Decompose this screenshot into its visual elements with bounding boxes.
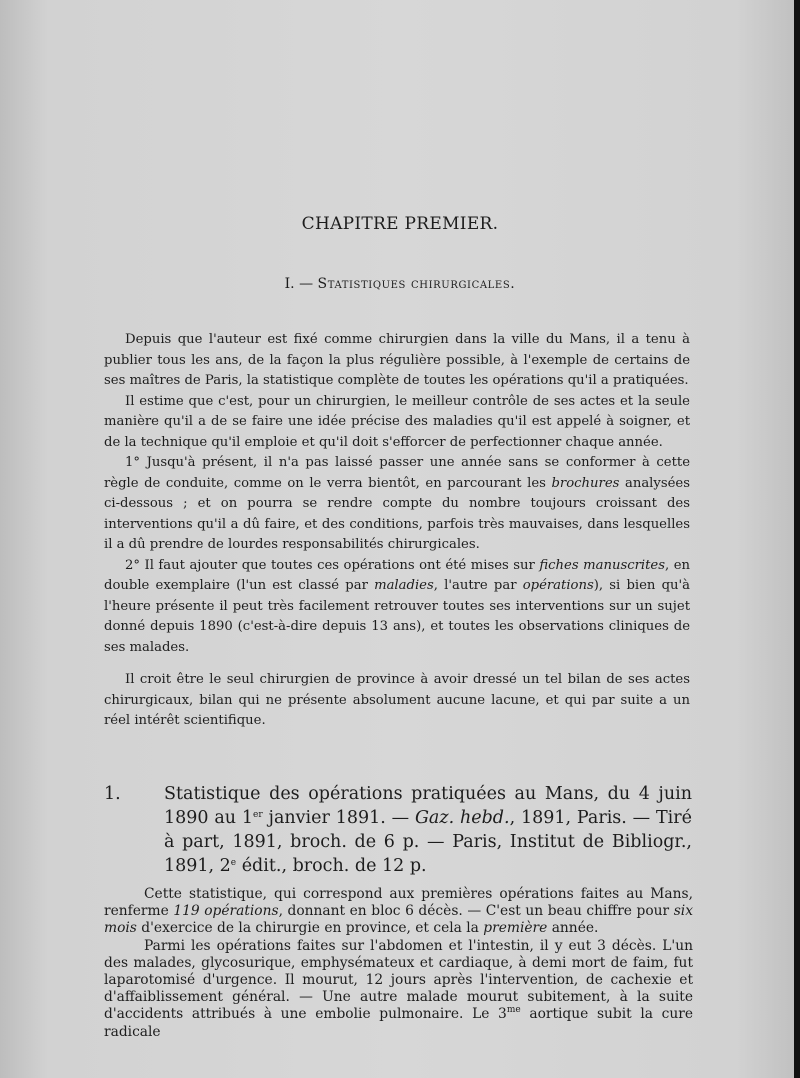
bibliography-entry bbox=[104, 782, 692, 878]
entry-reference: Statistique des opérations pratiquées au Mans, du 4 juin 1890 au 1er janvier 1891. — Gaz. hebd., 1891, Paris. — Tiré à part, 1891, broch. de 6 p. — Paris, Institut de Bibliogr., 1891, 2e édit., broch. de 12 p. bbox=[164, 784, 692, 876]
abstract-paragraph: Cette statistique, qui correspond aux premières opérations faites au Mans, renferme 119 opérations, donnant en bloc 6 décès. — C'est un beau chiffre pour six mois d'exercice de la chirurgie en province, et cela la première année. bbox=[104, 886, 693, 937]
paragraph: Depuis que l'auteur est fixé comme chirurgien dans la ville du Mans, il a tenu à publier tous les ans, de la façon la plus régulière possible, à l'exemple de certains de ses maîtres de Paris, la statistique complète de toutes les opérations qu'il a pratiquées. bbox=[104, 332, 690, 388]
entry-number: 1. bbox=[104, 784, 121, 804]
section-title: Statistiques chirurgicales. bbox=[317, 276, 516, 292]
paragraph-conclusion: Il croit être le seul chirurgien de province à avoir dressé un tel bilan de ses actes chirurgicaux, bilan qui ne présente absolument aucune lacune, et qui par suite a un réel intérêt scientifique. bbox=[104, 672, 690, 728]
paragraph-point-2: 2° Il faut ajouter que toutes ces opérations ont été mises sur fiches manuscrites, en double exemplaire (l'un est classé par maladies, l'autre par opérations), si bien qu'à l'heure présente il peut très facilement retrouver toutes ses interventions sur un sujet donné depuis 1890 (c'est-à-dire depuis 13 ans), et toutes les observations cliniques de ses malades. bbox=[104, 557, 691, 655]
abstract-paragraph: Parmi les opérations faites sur l'abdomen et l'intestin, il y eut 3 décès. L'un des malades, glycosurique, emphysémateux et cardiaque, à demi mort de faim, fut laparotomisé d'urgence. Il mourut, 12 jours après l'intervention, de cachexie et d'affaiblissement général. — Une autre malade mourut subitement, à la suite d'accidents attribués à une embolie pulmonaire. Le $3^{me}$ aortique subit la cure radicale bbox=[104, 937, 693, 1040]
entry-abstract bbox=[104, 886, 693, 1041]
paragraph: Il estime que c'est, pour un chirurgien, le meilleur contrôle de ses actes et la seule manière qu'il a de se faire une idée précise des maladies qu'il est appelé à soigner, et de la technique qu'il emploie et qu'il doit s'efforcer de perfectionner chaque année. bbox=[104, 393, 690, 450]
section-heading bbox=[0, 276, 800, 292]
paragraph-point-1: 1° Jusqu'à présent, il n'a pas laissé passer une année sans se conformer à cette règle de conduite, comme on le verra bientôt, en parcourant les brochures analysées ci-dessous ; et on pourra se rendre compte du nombre toujours croissant des interventions qu'il a dû faire, et des conditions, parfois très mauvaises, dans lesquelles il a dû prendre de lourdes responsabilités chirurgicales. bbox=[104, 455, 690, 552]
section-number: I. — bbox=[284, 276, 314, 292]
intro-text bbox=[104, 330, 690, 732]
chapter-title: CHAPITRE PREMIER. bbox=[301, 214, 499, 234]
